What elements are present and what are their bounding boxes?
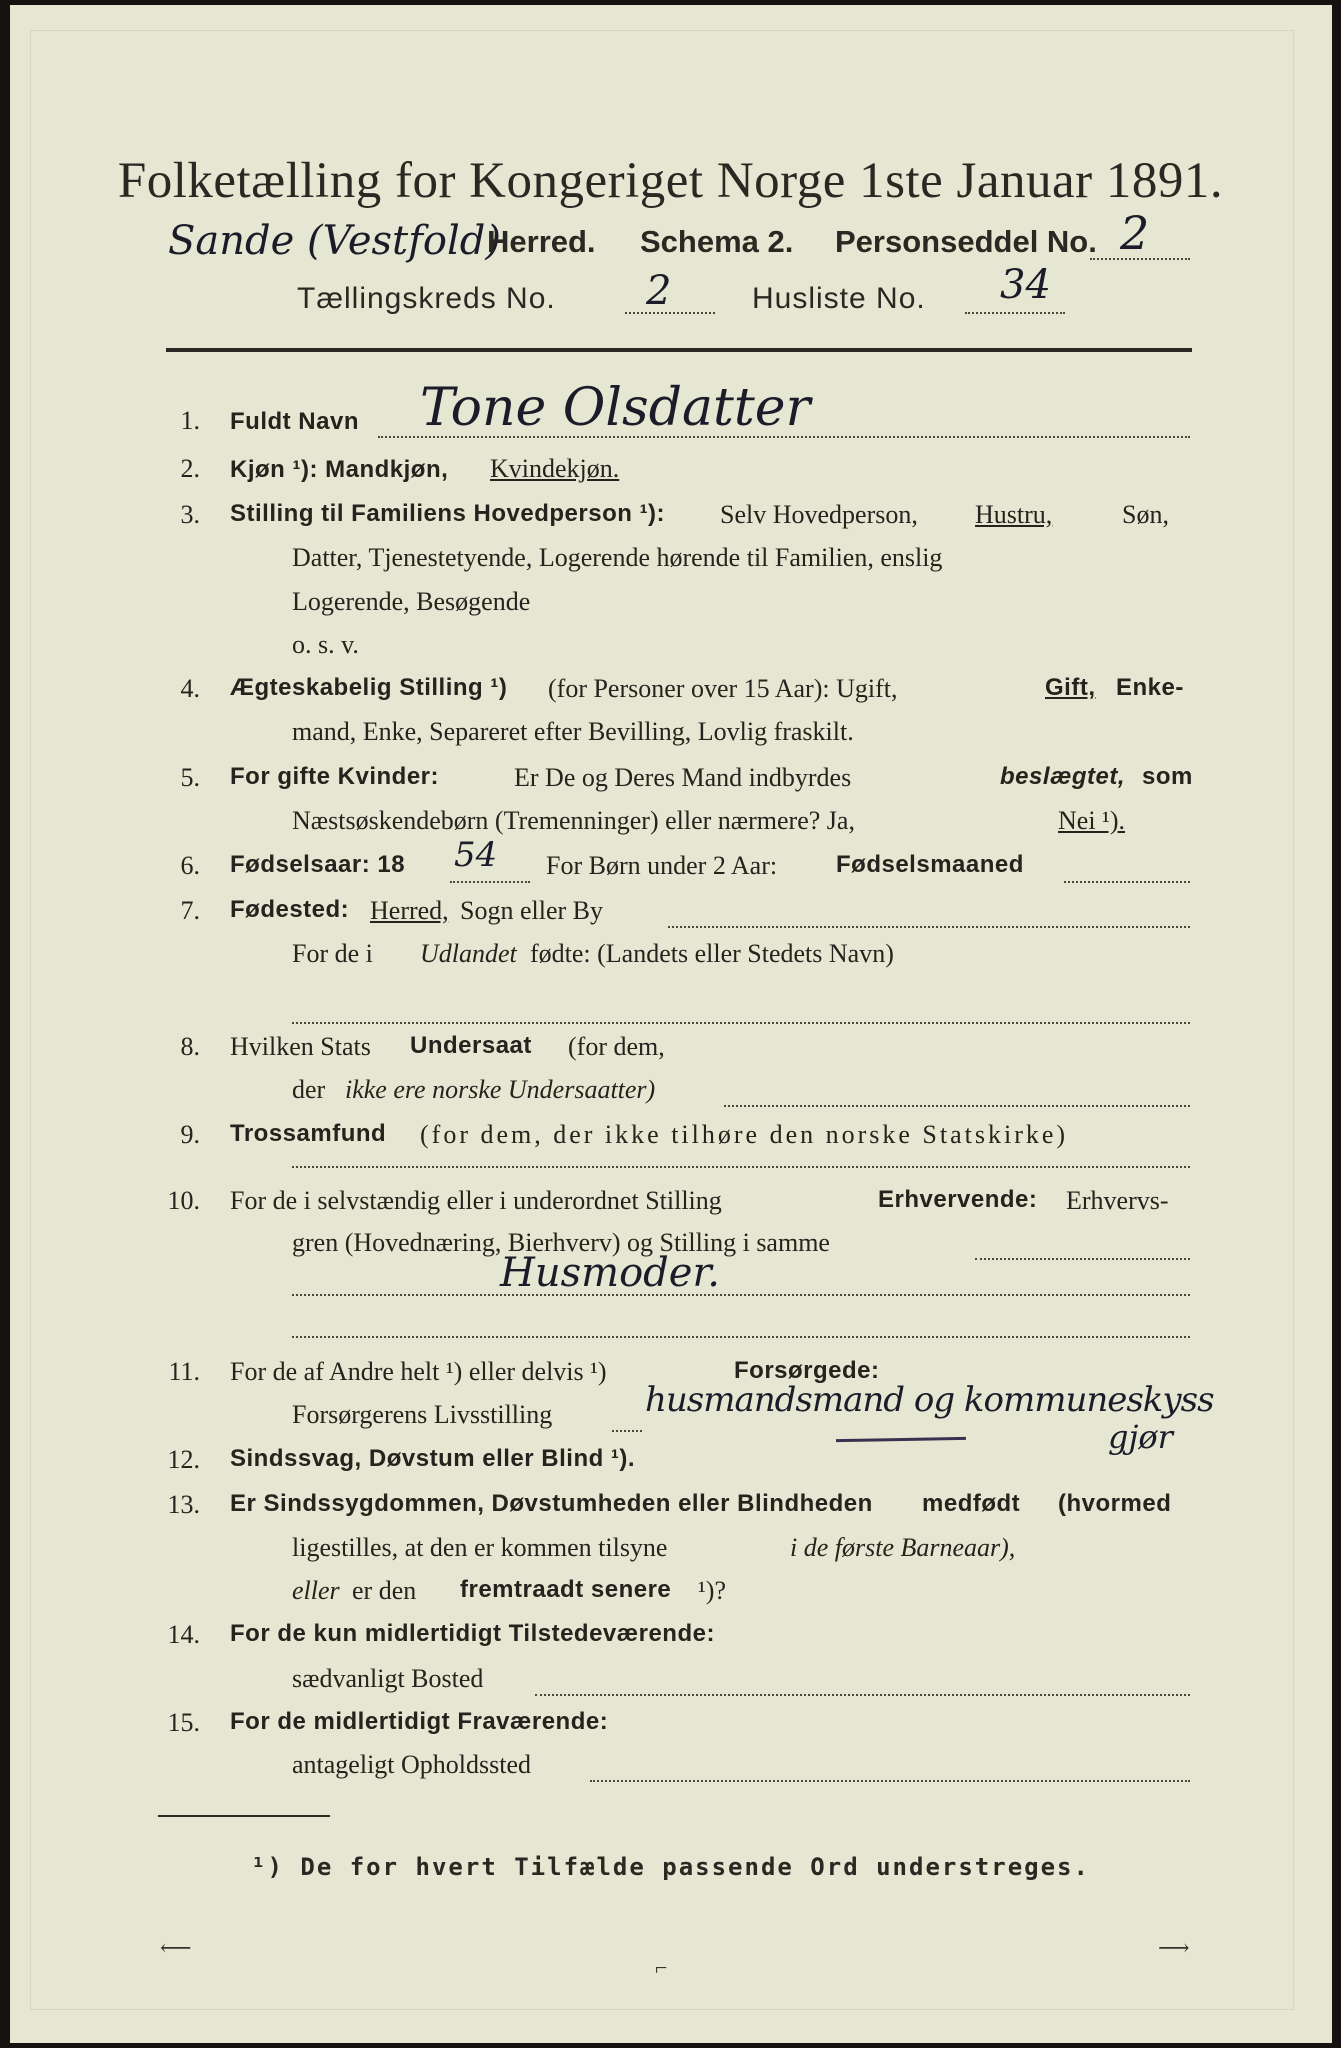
personseddel-label: Personseddel No.: [835, 224, 1097, 259]
footnote: ¹) De for hvert Tilfælde passende Ord understreges.: [251, 1853, 1090, 1881]
herred-handwritten: Sande (Vestfold): [168, 218, 501, 264]
item-text-bold: Erhvervende:: [878, 1186, 1038, 1213]
item-text: For Børn under 2 Aar:: [546, 851, 778, 880]
item-4-line-2: [0, 717, 1341, 761]
item-text: For de af Andre helt ¹) eller delvis ¹): [230, 1357, 607, 1386]
item-number: 4.: [180, 674, 200, 703]
item-text-bold: Undersaat: [410, 1032, 532, 1059]
item-text-bold: medfødt: [922, 1490, 1021, 1517]
item-14-line-2: [0, 1664, 1341, 1708]
registration-mark: ⌐: [655, 1955, 668, 1980]
item-label: Ægteskabelig Stilling ¹): [230, 674, 508, 701]
item-label: For de midlertidigt Fraværende:: [230, 1708, 609, 1735]
item-text: Datter, Tjenestetyende, Logerende hørende til Familien, enslig: [292, 543, 943, 572]
footnote-rule: [158, 1815, 330, 1817]
husliste-label: Husliste No.: [752, 282, 926, 315]
item-8: [0, 1032, 1341, 1076]
item-text: der: [292, 1075, 326, 1104]
item-text: (for Personer over 15 Aar): Ugift,: [548, 674, 898, 703]
item-text: For de i selvstændig eller i underordnet Stilling: [230, 1186, 722, 1215]
item-number: 6.: [180, 851, 200, 880]
item-label: Fødselsaar: 18: [230, 851, 406, 878]
item-number: 5.: [180, 763, 200, 792]
item-text: Næstsøskendebørn (Tremenninger) eller nærmere? Ja,: [292, 806, 855, 835]
name-handwritten: Tone Olsdatter: [420, 378, 811, 438]
item-text: For de i: [292, 939, 373, 968]
item-7: [0, 896, 1341, 940]
item-9: [0, 1120, 1341, 1164]
item-12: [0, 1445, 1341, 1489]
provider-occupation-handwritten-2: gjør: [1108, 1418, 1173, 1456]
item-5-line-2: [0, 806, 1341, 850]
item-number: 10.: [167, 1186, 200, 1215]
item-1: [0, 378, 1341, 450]
item-number: 1.: [180, 406, 200, 435]
item-text-end: Søn,: [1122, 500, 1169, 529]
item-number: 15.: [167, 1708, 200, 1737]
item-text: antageligt Opholdssted: [292, 1750, 532, 1779]
item-10: [0, 1186, 1341, 1230]
item-15-fill-line: [590, 1780, 1190, 1782]
schema-label: Schema 2.: [640, 224, 794, 259]
item-number: 13.: [167, 1490, 200, 1519]
item-number: 11.: [168, 1357, 200, 1386]
item-text-italic: eller: [292, 1576, 340, 1605]
kreds-label: Tællingskreds No.: [297, 282, 556, 315]
item-text: o. s. v.: [292, 630, 359, 659]
item-5: [0, 763, 1341, 807]
item-text: Selv Hovedperson,: [720, 500, 918, 529]
item-text: er den: [352, 1576, 417, 1605]
item-15-line-2: [0, 1750, 1341, 1794]
item-text: Erhvervs-: [1066, 1186, 1169, 1215]
item-text: mand, Enke, Separeret efter Bevilling, Lovlig fraskilt.: [292, 717, 854, 746]
item-13-line-3: [0, 1576, 1341, 1620]
hustru-underlined: Hustru,: [975, 500, 1053, 529]
name-fill-line: [378, 436, 1190, 438]
item-13-line-2: [0, 1533, 1341, 1577]
item-11-fill-line: [612, 1430, 642, 1432]
item-text: sædvanligt Bosted: [292, 1664, 484, 1693]
form-title: Folketælling for Kongeriget Norge 1ste Januar 1891.: [117, 153, 1224, 209]
herred-label: Herred.: [487, 224, 596, 259]
item-text: Sogn eller By: [460, 896, 603, 925]
item-label: Trossamfund: [230, 1120, 387, 1147]
item-4: [0, 674, 1341, 718]
kvindekjon-underlined: Kvindekjøn.: [490, 454, 620, 483]
item-text-end: som: [1142, 763, 1193, 790]
gift-underlined: Gift,: [1045, 674, 1096, 701]
item-2: [0, 454, 1341, 498]
header-rule: [166, 348, 1192, 352]
item-number: 9.: [180, 1120, 200, 1149]
item-9-fill-line: [292, 1166, 1190, 1168]
item-number: 2.: [180, 454, 200, 483]
nei-underlined: Nei ¹).: [1058, 806, 1125, 835]
item-text: (for dem, der ikke tilhøre den norske Statskirke): [420, 1120, 1069, 1149]
item-13: [0, 1490, 1341, 1534]
item-14: [0, 1620, 1341, 1664]
item-14-fill-line: [535, 1694, 1190, 1696]
provider-occupation-handwritten: husmandsmand og kommuneskyss: [645, 1380, 1214, 1420]
item-text: fødte: (Landets eller Stedets Navn): [530, 939, 894, 968]
occupation-handwritten: Husmoder.: [500, 1250, 720, 1296]
husliste-handwritten: 34: [1000, 262, 1051, 308]
item-label: Kjøn ¹): Mandkjøn,: [230, 456, 449, 483]
item-text-bold: fremtraadt senere: [460, 1576, 672, 1603]
item-3-line-3: [0, 587, 1341, 631]
herred-underlined: Herred,: [370, 896, 449, 925]
item-text: Er De og Deres Mand indbyrdes: [514, 763, 852, 792]
item-text-end: Enke-: [1116, 674, 1184, 701]
kreds-handwritten: 2: [646, 268, 672, 314]
item-7-fill-line: [292, 1022, 1190, 1024]
item-label: Fødested:: [230, 896, 350, 923]
item-text: Logerende, Besøgende: [292, 587, 531, 616]
registration-mark: ⟵: [160, 1935, 192, 1960]
item-10-fill-line-3: [292, 1336, 1190, 1338]
item-label: Fuldt Navn: [230, 408, 359, 435]
item-text-italic: ikke ere norske Undersaatter): [345, 1075, 656, 1104]
birthplace-fill-line: [668, 926, 1190, 928]
item-number: 8.: [180, 1032, 200, 1061]
registration-mark: ⟶: [1158, 1935, 1190, 1960]
kreds-fill-line: [625, 312, 715, 314]
personseddel-fill-line: [1090, 258, 1190, 260]
item-15: [0, 1708, 1341, 1752]
item-label: Sindssvag, Døvstum eller Blind ¹).: [230, 1445, 636, 1472]
birth-year-handwritten: 54: [454, 835, 498, 875]
item-text: (for dem,: [568, 1032, 665, 1061]
item-text-italic: i de første Barneaar),: [790, 1533, 1016, 1562]
item-number: 7.: [180, 896, 200, 925]
item-label: Er Sindssygdommen, Døvstumheden eller Blindheden: [230, 1490, 873, 1517]
item-text-bold: Fødselsmaaned: [836, 851, 1024, 878]
item-10-fill-line-2: [292, 1294, 1190, 1296]
item-label: Stilling til Familiens Hovedperson ¹):: [230, 500, 666, 527]
item-text-italic: Udlandet: [420, 939, 517, 968]
item-label: For de kun midlertidigt Tilstedeværende:: [230, 1620, 715, 1647]
item-text: ¹)?: [698, 1576, 726, 1605]
item-3-line-2: [0, 543, 1341, 587]
item-text: Hvilken Stats: [230, 1032, 371, 1061]
birth-year-fill-line: [450, 881, 530, 883]
item-number: 3.: [180, 500, 200, 529]
item-7-line-2: [0, 939, 1341, 983]
item-text: ligestilles, at den er kommen tilsyne: [292, 1533, 668, 1562]
husliste-fill-line: [965, 312, 1065, 314]
item-3-line-4: [0, 630, 1341, 674]
item-label: For gifte Kvinder:: [230, 763, 440, 790]
item-6: [0, 835, 1341, 895]
item-text-bold: Forsørgede:: [734, 1357, 880, 1384]
item-text-italic: beslægtet,: [1000, 763, 1126, 790]
month-fill-line: [1064, 881, 1190, 883]
item-8-fill-line: [724, 1105, 1190, 1107]
item-text: (hvormed: [1058, 1490, 1172, 1517]
personseddel-handwritten: 2: [1120, 206, 1150, 260]
item-text: Forsørgerens Livsstilling: [292, 1400, 553, 1429]
item-number: 12.: [167, 1445, 200, 1474]
item-number: 14.: [167, 1620, 200, 1649]
item-10-fill-line: [975, 1258, 1190, 1260]
item-8-line-2: [0, 1075, 1341, 1119]
item-text: gren (Hovednæring, Bierhverv) og Stilling i samme: [292, 1228, 830, 1257]
item-3: [0, 500, 1341, 544]
